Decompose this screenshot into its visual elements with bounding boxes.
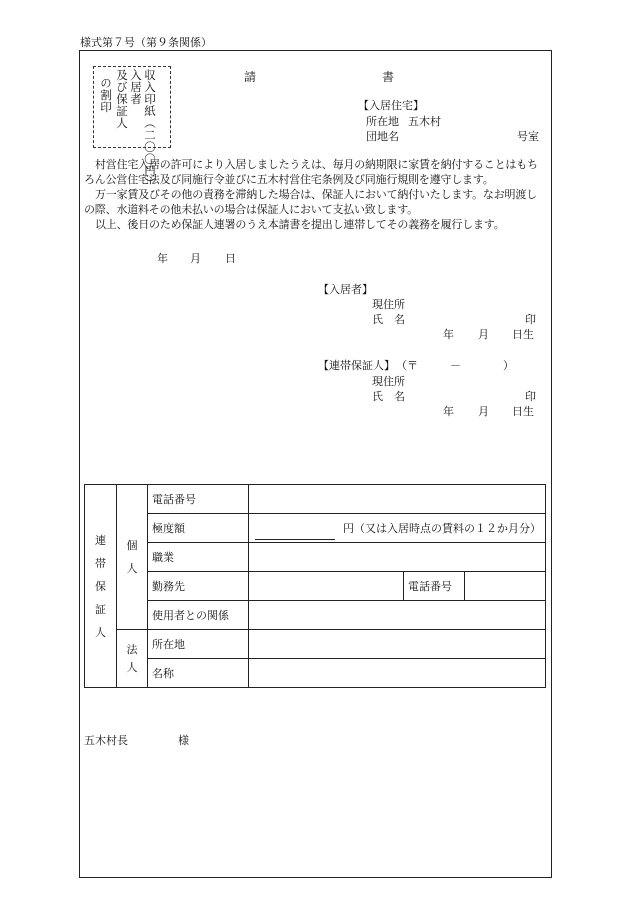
resident-heading: 【入居者】 (318, 283, 373, 296)
resident-seal: 印 (525, 313, 536, 326)
revenue-stamp-box (93, 66, 171, 189)
corp-name-label: 名称 (148, 659, 249, 688)
title-char-1: 請 (244, 70, 257, 84)
addressee-name: 五木村長 (84, 734, 128, 747)
stamp-text-col4: の割印 (99, 77, 113, 113)
relation-field[interactable] (249, 601, 546, 630)
workplace-field[interactable] (249, 572, 404, 601)
corporate-label: 法人 (117, 630, 148, 688)
limit-note: 円（又は入居時点の賃料の１２か月分） (343, 522, 541, 535)
date-day: 日 (225, 252, 236, 265)
job-field[interactable] (249, 543, 546, 572)
stamp-text-col2: 入居者 (129, 69, 143, 105)
resident-birth-month: 月 (478, 328, 489, 341)
limit-amount-underline (255, 539, 335, 540)
resident-birth-year: 年 (443, 328, 454, 341)
body-paragraph-2: 万一家賃及びその他の責務を滞納した場合は、保証人において納付いたします。なお明渡しの際、水道料その他未払いの場合は保証人において支払い致します。 (84, 188, 537, 216)
individual-label: 個人 (117, 485, 148, 630)
title-char-2: 書 (382, 70, 395, 84)
corp-address-label: 所在地 (148, 630, 249, 659)
date-month: 月 (190, 252, 201, 265)
corp-address-field[interactable] (249, 630, 546, 659)
guarantor-birth-year: 年 (443, 405, 454, 418)
form-number: 様式第７号（第９条関係） (80, 36, 212, 49)
guarantor-seal: 印 (525, 390, 536, 403)
workplace-label: 勤務先 (148, 572, 249, 601)
housing-room-unit: 号室 (517, 130, 539, 143)
guarantor-birth-day: 日生 (512, 405, 534, 418)
stamp-text-col3: 及び保証人 (115, 69, 129, 129)
guarantor-group-label: 連帯保証人 (85, 485, 117, 688)
resident-birth-day: 日生 (512, 328, 534, 341)
relation-label: 使用者との関係 (148, 601, 249, 630)
guarantor-postal-close: ） (503, 359, 514, 372)
body-text (84, 157, 546, 232)
addressee-honorific: 様 (178, 734, 189, 747)
housing-heading: 【入居住宅】 (358, 99, 424, 112)
housing-complex-label: 団地名 (366, 130, 399, 143)
guarantor-postal-open: （〒 (396, 359, 418, 372)
body-paragraph-1: 村営住宅入居の許可により入居しましたうえは、毎月の納期限に家賃を納付することはもちろん公営住宅法及び同施行令並びに五木村営住宅条例及び同施行規則を遵守します。 (84, 158, 538, 186)
work-phone-field[interactable] (465, 572, 546, 601)
resident-name-label: 氏 名 (372, 313, 405, 326)
phone-field[interactable] (249, 485, 546, 514)
job-label: 職業 (148, 543, 249, 572)
guarantor-heading: 【連帯保証人】 (318, 359, 395, 372)
housing-location-label: 所在地 (366, 115, 399, 128)
work-phone-label: 電話番号 (404, 572, 465, 601)
body-paragraph-3: 以上、後日のため保証人連署のうえ本請書を提出し連帯してその義務を履行します。 (95, 218, 505, 231)
guarantor-address-label: 現住所 (372, 375, 405, 388)
resident-address-label: 現住所 (372, 298, 405, 311)
guarantor-postal-dash: － (450, 359, 461, 372)
corp-name-field[interactable] (249, 659, 546, 688)
limit-label: 極度額 (148, 514, 249, 543)
housing-location-value: 五木村 (408, 115, 441, 128)
stamp-text-col1: 収入印紙（二〇〇円） (143, 69, 157, 189)
guarantor-table (84, 484, 546, 688)
phone-label: 電話番号 (148, 485, 249, 514)
date-year: 年 (157, 252, 168, 265)
guarantor-name-label: 氏 名 (372, 390, 405, 403)
guarantor-birth-month: 月 (478, 405, 489, 418)
